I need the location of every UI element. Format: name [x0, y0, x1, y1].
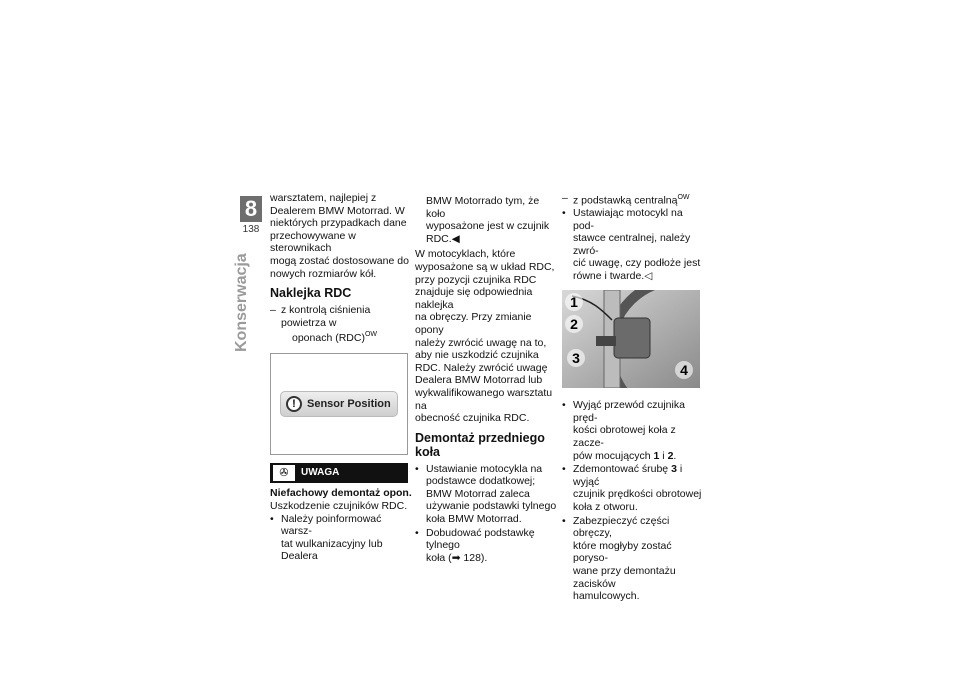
chapter-tab	[240, 196, 262, 235]
list-item: • Ustawianie motocykla na podstawce dodatkowej; BMW Motorrad zaleca używanie podstawki tylnego koła BMW Motorrad.	[415, 463, 557, 526]
section-heading: Demontaż przedniego koła	[415, 430, 545, 459]
list-item: • Dobudować podstawkę tylnego koła (➡ 128).	[415, 527, 557, 565]
svg-text:3: 3	[572, 349, 580, 366]
warning-icon: !	[286, 396, 302, 412]
svg-text:1: 1	[570, 293, 578, 310]
paragraph: warsztatem, najlepiej z Dealerem BMW Motorrad. W niektórych przypadkach dane przechowywane w sterownikach mogą zostać dostosowane do nowych rozmiarów kół.	[270, 192, 409, 280]
list-item: • Ustawiając motocykl na pod- stawce centralnej, należy zwró- cić uwagę, czy podłoże jest równe i twarde.◁	[562, 207, 702, 283]
svg-text:2: 2	[570, 315, 578, 332]
list-item: • Zabezpieczyć części obręczy, które mogłyby zostać poryso- wane przy demontażu zacisków hamulcowych.	[562, 515, 702, 603]
warning-bar	[270, 463, 408, 483]
column-1	[270, 192, 412, 564]
callout-1	[565, 293, 583, 311]
paragraph: BMW Motorrado tym, że koło wyposażone jest w czujnik RDC.◀	[426, 195, 550, 245]
list-item: • Zdemontować śrubę 3 i wyjąć czujnik prędkości obrotowej koła z otworu.	[562, 463, 702, 513]
section-heading: Naklejka RDC	[270, 286, 352, 301]
end-mark: ◁	[644, 270, 653, 283]
warning-text: Uszkodzenie czujników RDC.	[270, 500, 408, 513]
rdc-sticker-figure	[270, 353, 408, 455]
front-wheel-photo	[562, 290, 700, 388]
end-mark: ◀	[451, 232, 460, 245]
callout-4	[675, 361, 693, 379]
motorcycle-icon: ✇	[273, 465, 295, 481]
sensor-position-sticker	[280, 391, 398, 417]
speed-sensor	[596, 336, 616, 346]
callout-2	[565, 315, 583, 333]
arrow-icon: ➡	[451, 551, 461, 564]
paragraph: W motocyklach, które wyposażone są w układ RDC, przy pozycji czujnika RDC znajduje się odpowiednia naklejka na obręczy. Przy zmianie opony należy zwrócić uwagę na to, aby nie uszkodzić czujnika RDC. Należy zwrócić uwagę Dealera BMW Motorrad lub wykwalifikowanego warsztatu na obecność czujnika RDC.	[415, 248, 555, 425]
brake-caliper	[614, 318, 650, 358]
warning-label: UWAGA	[301, 467, 340, 479]
page-reference[interactable]: 128).	[460, 551, 488, 564]
column-3	[562, 192, 702, 604]
chapter-title: Konserwacja	[233, 253, 250, 352]
chapter-number: 8	[240, 196, 262, 222]
svg-text:4: 4	[680, 361, 688, 378]
warning-title: Niefachowy demontaż opon.	[270, 487, 412, 500]
variant-note: – z kontrolą ciśnienia powietrza w oponach (RDC)$^{OW}$	[270, 304, 412, 344]
sticker-text: Sensor Position	[307, 398, 391, 411]
variant-note: – z podstawką centralną$^{OW}$	[562, 192, 702, 207]
callout-3	[567, 349, 585, 367]
list-item: • Należy poinformować warsz- tat wulkanizacyjny lub Dealera	[270, 513, 412, 563]
list-item: • Wyjąć przewód czujnika pręd- kości obrotowej koła z zacze- pów mocujących 1 i 2.	[562, 399, 702, 462]
column-2	[415, 195, 557, 565]
page-number: 138	[242, 224, 260, 235]
